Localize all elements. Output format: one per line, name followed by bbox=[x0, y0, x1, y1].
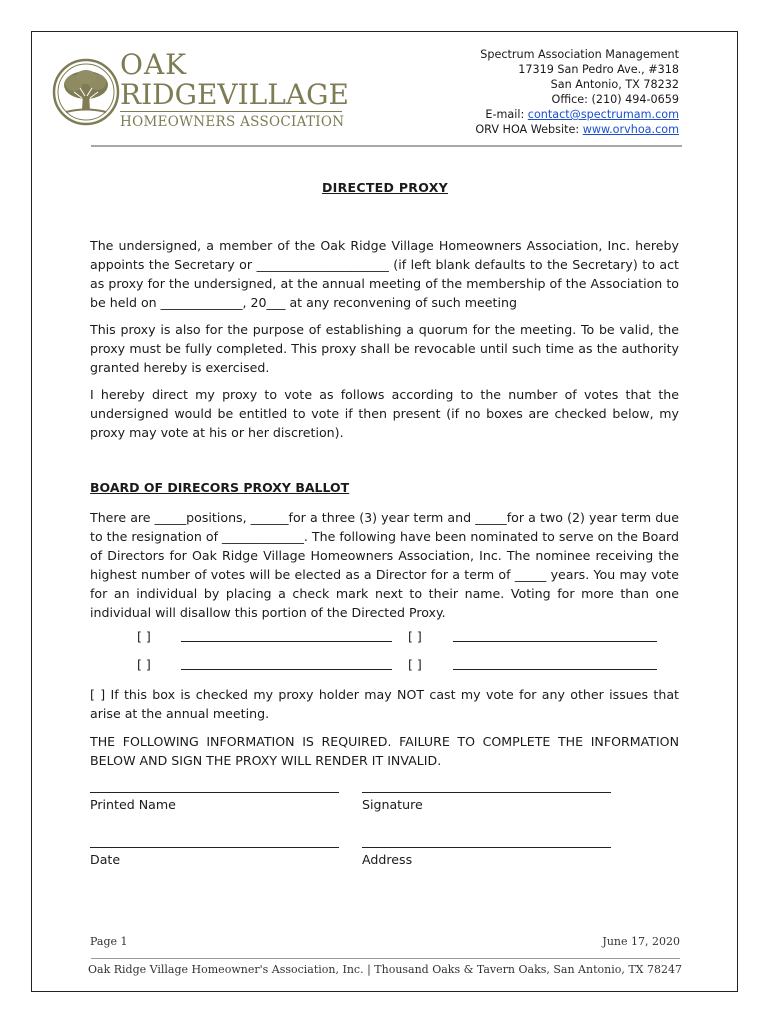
nominee-checkbox[interactable]: [ ] bbox=[137, 657, 151, 672]
website-label: ORV HOA Website: bbox=[475, 123, 583, 136]
required-notice: THE FOLLOWING INFORMATION IS REQUIRED. FAILURE TO COMPLETE THE INFORMATION BELOW AND SIGN THE PROXY WILL RENDER IT INVALID. bbox=[90, 734, 679, 768]
footer-address: Oak Ridge Village Homeowner's Association, Inc. | Thousand Oaks & Tavern Oaks, San Antonio, TX 78247 bbox=[88, 963, 682, 976]
page-number: Page 1 bbox=[90, 935, 128, 948]
printed-name-line[interactable] bbox=[90, 792, 339, 793]
header-divider bbox=[91, 145, 682, 147]
address-line[interactable] bbox=[362, 847, 611, 848]
nominee-name-line[interactable] bbox=[181, 641, 392, 642]
company-name: Spectrum Association Management bbox=[480, 48, 679, 61]
logo-word-ridgevillage: RIDGEVILLAGE bbox=[120, 78, 349, 111]
city-state-zip: San Antonio, TX 78232 bbox=[550, 78, 679, 91]
nominee-name-line[interactable] bbox=[181, 669, 392, 670]
website-line bbox=[475, 122, 679, 137]
address-label: Address bbox=[362, 852, 413, 867]
date-line[interactable] bbox=[90, 847, 339, 848]
signature-label: Signature bbox=[362, 797, 423, 812]
logo-subtitle: HOMEOWNERS ASSOCIATION bbox=[120, 114, 345, 130]
nominee-row bbox=[0, 657, 770, 677]
website-link[interactable]: www.orvhoa.com bbox=[582, 123, 679, 136]
contact-block bbox=[475, 47, 679, 137]
email-line bbox=[475, 107, 679, 122]
signature-line[interactable] bbox=[362, 792, 611, 793]
nominee-name-line[interactable] bbox=[453, 669, 657, 670]
email-label: E-mail: bbox=[485, 108, 528, 121]
printed-name-label: Printed Name bbox=[90, 797, 176, 812]
document-date: June 17, 2020 bbox=[602, 935, 680, 948]
direction-paragraph: I hereby direct my proxy to vote as follows according to the number of votes that the undersigned would be entitled to vote if then present (if no boxes are checked below, my proxy may vote at his or her discretion). bbox=[90, 387, 679, 440]
nominee-row bbox=[0, 629, 770, 649]
nominee-checkbox[interactable]: [ ] bbox=[137, 629, 151, 644]
nominee-checkbox[interactable]: [ ] bbox=[408, 629, 422, 644]
office-phone: Office: (210) 494-0659 bbox=[551, 93, 679, 106]
association-logo bbox=[52, 50, 352, 132]
oak-tree-icon bbox=[52, 58, 120, 126]
nominee-name-line[interactable] bbox=[453, 641, 657, 642]
ballot-paragraph: There are _____positions, ______for a three (3) year term and _____for a two (2) year term due to the resignation of _____________. The following have been nominated to serve on the Board of Directors for Oak Ridge Village Homeowners Association, Inc. The nominee receiving the highest number of votes will be elected as a Director for a term of _____ years. You may vote for an individual by placing a check mark next to their name. Voting for more than one individual will disallow this portion of the Directed Proxy. bbox=[90, 510, 679, 620]
date-label: Date bbox=[90, 852, 121, 867]
street-address: 17319 San Pedro Ave., #318 bbox=[518, 63, 679, 76]
logo-word-oak: OAK bbox=[120, 48, 188, 81]
ballot-heading: BOARD OF DIRECORS PROXY BALLOT bbox=[90, 480, 350, 495]
intro-paragraph: The undersigned, a member of the Oak Ridge Village Homeowners Association, Inc. hereby appoints the Secretary or _____________________ (if left blank defaults to the Secretary) to act as proxy for the undersigned, at the annual meeting of the membership of the Association to be held on _____________, 20___ at any reconvening of such meeting bbox=[90, 238, 679, 310]
email-link[interactable]: contact@spectrumam.com bbox=[527, 108, 679, 121]
quorum-paragraph: This proxy is also for the purpose of establishing a quorum for the meeting. To be valid, the proxy must be fully completed. This proxy shall be revocable until such time as the authority granted hereby is exercised. bbox=[90, 322, 679, 375]
document-title: DIRECTED PROXY bbox=[321, 180, 448, 195]
nominee-checkbox[interactable]: [ ] bbox=[408, 657, 422, 672]
footer-divider bbox=[91, 958, 680, 959]
other-issues-paragraph: [ ] If this box is checked my proxy holder may NOT cast my vote for any other issues that arise at the annual meeting. bbox=[90, 687, 679, 721]
